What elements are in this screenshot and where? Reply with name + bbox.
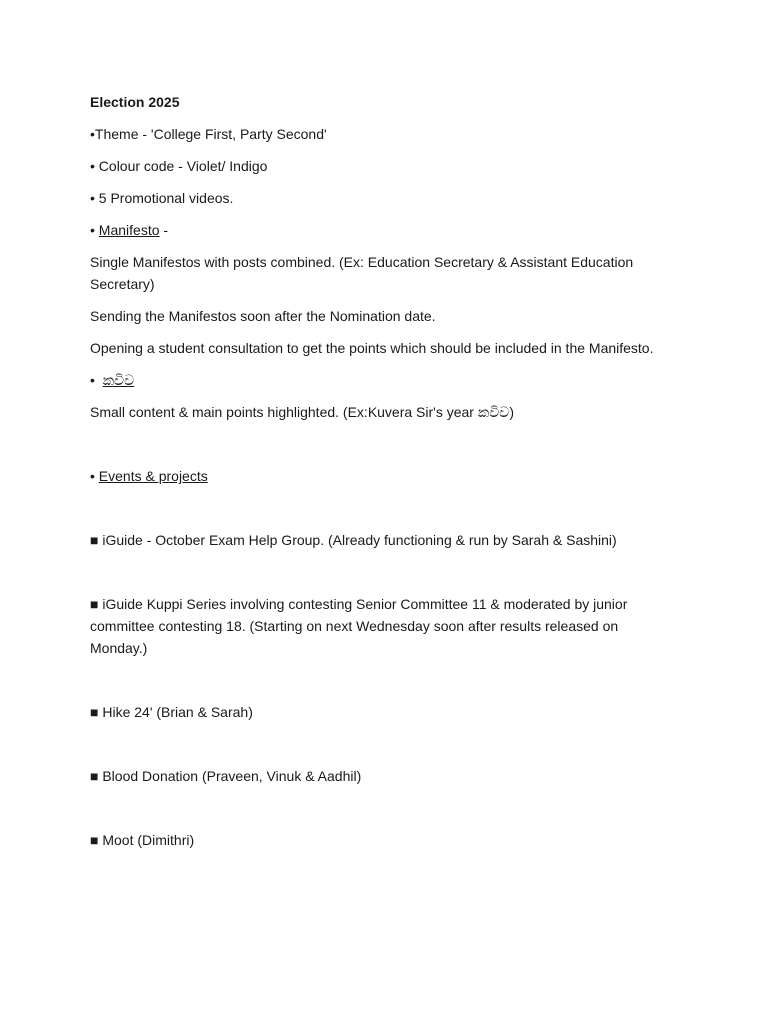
spacer (90, 733, 670, 765)
events-bullet: • (90, 468, 99, 484)
sinhala-line: Small content & main points highlighted. (Ex:Kuvera Sir's year කවිව) (90, 404, 515, 420)
theme-line: •Theme - 'College First, Party Second' (90, 126, 327, 142)
manifesto-line-2: Sending the Manifestos soon after the Nomination date. (90, 308, 436, 324)
spacer (90, 669, 670, 701)
event-item-kuppi: ■ iGuide Kuppi Series involving contesting Senior Committee 11 & moderated by junior committee contesting 18. (Starting on next Wednesday soon after results released on Monday.) (90, 596, 628, 656)
manifesto-bullet: • (90, 222, 99, 238)
document-title: Election 2025 (90, 94, 180, 110)
sinhala-bullet: • (90, 372, 103, 388)
events-heading (90, 465, 670, 487)
events-label: Events & projects (98, 468, 208, 484)
spacer (90, 497, 670, 529)
manifesto-label: Manifesto (98, 222, 160, 238)
event-item-hike: ■ Hike 24' (Brian & Sarah) (90, 704, 253, 720)
document-body (90, 91, 670, 861)
colour-code-line: • Colour code - Violet/ Indigo (90, 158, 268, 174)
sinhala-label: කවිව (102, 372, 135, 388)
spacer (90, 561, 670, 593)
spacer (90, 797, 670, 829)
sinhala-heading (90, 369, 670, 391)
event-item-iguide: ■ iGuide - October Exam Help Group. (Already functioning & run by Sarah & Sashini) (90, 532, 617, 548)
spacer (90, 433, 670, 465)
manifesto-suffix: - (159, 222, 169, 238)
event-item-moot: ■ Moot (Dimithri) (90, 832, 195, 848)
manifesto-heading (90, 219, 670, 241)
promo-videos-line: • 5 Promotional videos. (90, 190, 234, 206)
event-item-blood-donation: ■ Blood Donation (Praveen, Vinuk & Aadhil) (90, 768, 362, 784)
manifesto-line-1: Single Manifestos with posts combined. (Ex: Education Secretary & Assistant Education Secretary) (90, 254, 634, 292)
manifesto-line-3: Opening a student consultation to get the points which should be included in the Manifesto. (90, 340, 654, 356)
